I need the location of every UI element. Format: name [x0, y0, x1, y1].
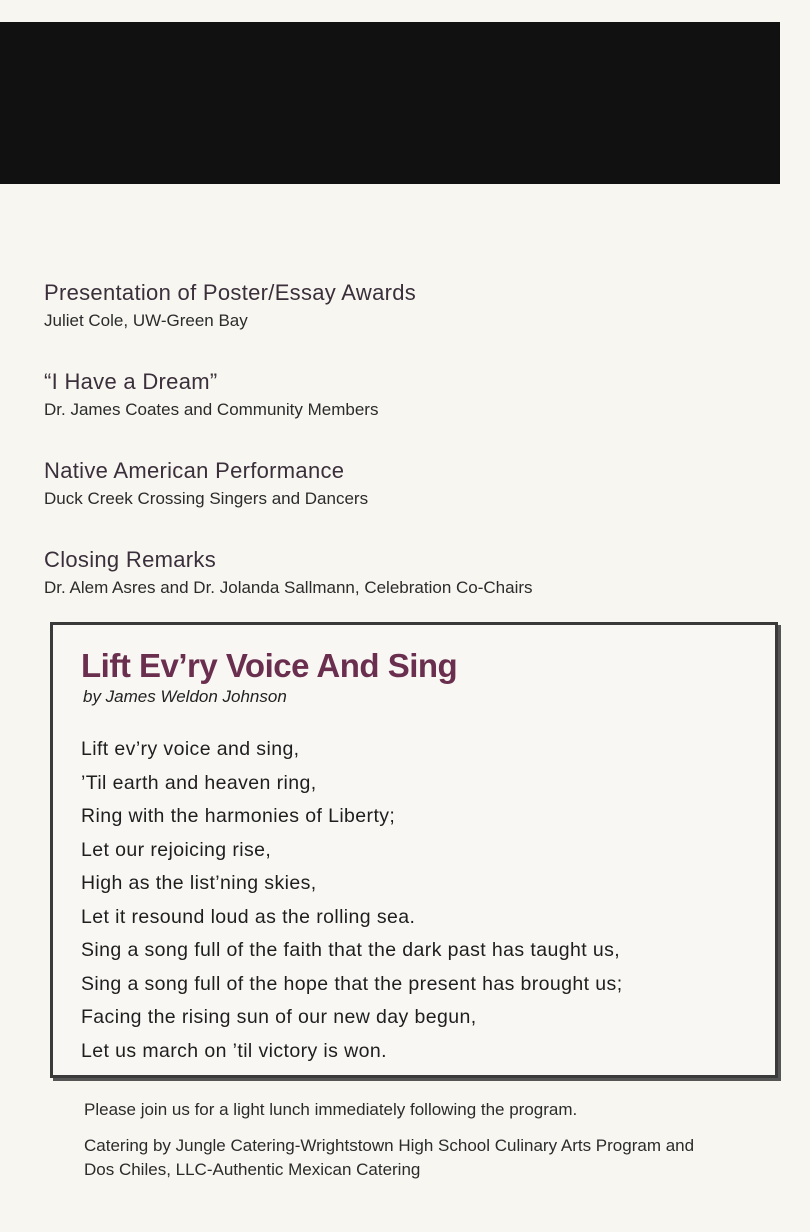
- agenda-item-awards: [44, 278, 764, 367]
- lunch-note: Please join us for a light lunch immediately following the program.: [84, 1100, 578, 1119]
- agenda-subtitle: Dr. Alem Asres and Dr. Jolanda Sallmann, Celebration Co-Chairs: [44, 578, 533, 597]
- poem-lines: [81, 733, 623, 1068]
- poem-line: Facing the rising sun of our new day begun,: [81, 1006, 477, 1028]
- agenda-subtitle: Juliet Cole, UW-Green Bay: [44, 311, 248, 330]
- agenda-title: Presentation of Poster/Essay Awards: [44, 280, 417, 305]
- poem-line: Let it resound loud as the rolling sea.: [81, 905, 416, 928]
- poem-line: Let us march on ’til victory is won.: [81, 1039, 387, 1062]
- poem-line: Lift ev’ry voice and sing,: [81, 738, 300, 760]
- program-agenda: [44, 278, 764, 634]
- catering-note: Catering by Jungle Catering-Wrightstown High School Culinary Arts Program and Dos Chiles, LLC-Authentic Mexican Catering: [84, 1136, 695, 1179]
- poem-line: High as the list’ning skies,: [81, 872, 317, 894]
- poem-title: Lift Ev’ry Voice And Sing: [81, 647, 458, 684]
- poem-line: Sing a song full of the hope that the present has brought us;: [81, 972, 623, 995]
- poem-line: Ring with the harmonies of Liberty;: [81, 805, 396, 827]
- footer-notes: [84, 1098, 764, 1182]
- poem-box: [50, 622, 778, 1078]
- poem-line: Sing a song full of the faith that the dark past has taught us,: [81, 939, 621, 961]
- agenda-item-native-performance: [44, 456, 764, 545]
- agenda-title: “I Have a Dream”: [44, 369, 218, 394]
- agenda-item-closing: [44, 545, 764, 634]
- redacted-header-block: [0, 22, 780, 184]
- agenda-title: Closing Remarks: [44, 547, 216, 572]
- poem-author: by James Weldon Johnson: [83, 687, 287, 706]
- poem-line: ’Til earth and heaven ring,: [81, 771, 317, 794]
- agenda-subtitle: Dr. James Coates and Community Members: [44, 400, 379, 419]
- poem-line: Let our rejoicing rise,: [81, 838, 272, 861]
- agenda-subtitle: Duck Creek Crossing Singers and Dancers: [44, 489, 369, 508]
- agenda-item-dream: [44, 367, 764, 456]
- agenda-title: Native American Performance: [44, 458, 345, 483]
